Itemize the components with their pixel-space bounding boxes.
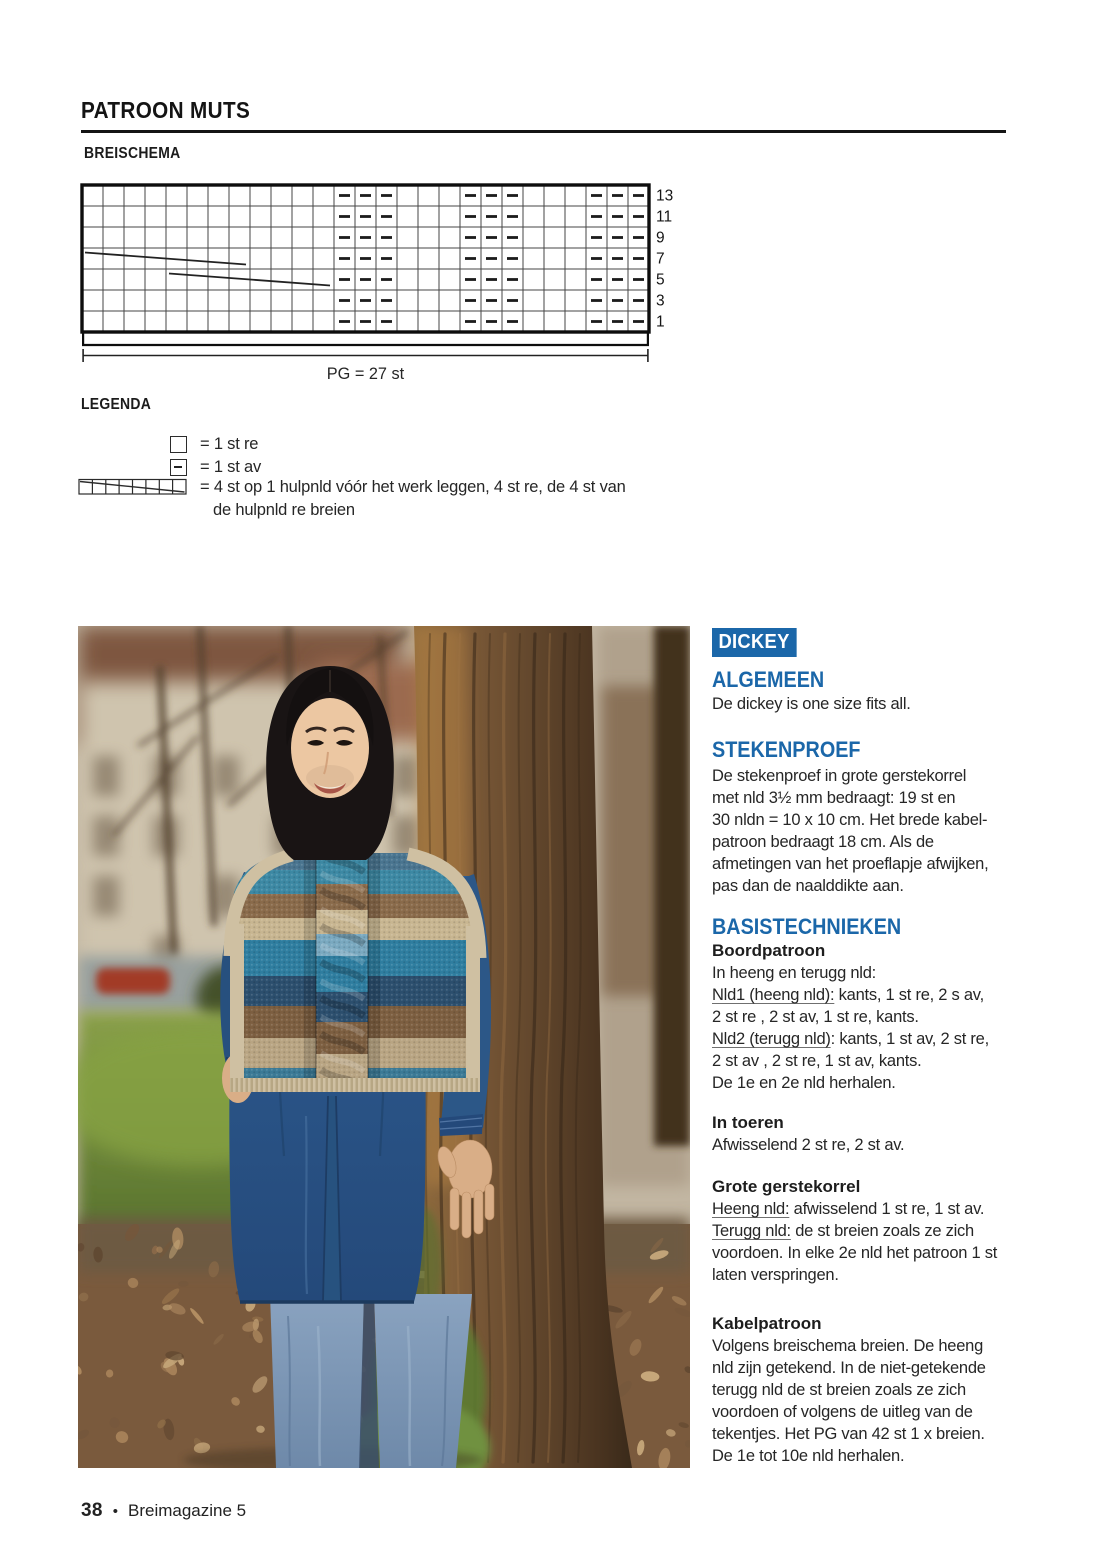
svg-text:13: 13 bbox=[656, 187, 674, 205]
kabelpatroon-line: terugg nld de st breien zoals ze zich bbox=[712, 1381, 966, 1399]
purl-dash-icon bbox=[174, 466, 182, 468]
title-rule bbox=[81, 130, 1006, 133]
page-footer bbox=[81, 1500, 246, 1522]
kabelpatroon-line: De 1e tot 10e nld herhalen. bbox=[712, 1447, 905, 1465]
face bbox=[291, 698, 369, 798]
gerstekorrel-line: Heeng nld: afwisselend 1 st re, 1 st av. bbox=[712, 1200, 985, 1218]
knit-stitch-symbol bbox=[170, 436, 187, 453]
stekenproef-line: afmetingen van het proeflapje afwijken, bbox=[712, 855, 989, 873]
boordpatroon-line: Nld1 (heeng nld): kants, 1 st re, 2 s av, bbox=[712, 986, 984, 1004]
svg-text:7: 7 bbox=[656, 250, 665, 268]
subheading-in-toeren: In toeren bbox=[712, 1113, 784, 1132]
svg-text:11: 11 bbox=[656, 208, 673, 226]
red-car bbox=[96, 968, 170, 994]
boordpatroon-line: Nld2 (terugg nld): kants, 1 st av, 2 st re, bbox=[712, 1030, 989, 1048]
kabelpatroon-line: tekentjes. Het PG van 42 st 1 x breien. bbox=[712, 1425, 985, 1443]
subheading-boordpatroon: Boordpatroon bbox=[712, 941, 826, 960]
subheading-grote-gerstekorrel: Grote gerstekorrel bbox=[712, 1177, 861, 1196]
heading-basistechnieken: BASISTECHNIEKEN bbox=[712, 914, 902, 939]
footer-bullet: • bbox=[112, 1503, 118, 1520]
kabelpatroon-line: Volgens breischema breien. De heeng bbox=[712, 1337, 984, 1355]
boordpatroon-line: In heeng en terugg nld: bbox=[712, 964, 876, 982]
svg-text:5: 5 bbox=[656, 271, 665, 289]
gerstekorrel-line: voordoen. In elke 2e nld het patroon 1 st bbox=[712, 1244, 998, 1262]
kabelpatroon-line: voordoen of volgens de uitleg van de bbox=[712, 1403, 973, 1421]
legend-cable-label-line2: de hulpnld re breien bbox=[213, 501, 355, 519]
boordpatroon-line: 2 st av , 2 st re, 1 st av, kants. bbox=[712, 1052, 922, 1070]
stekenproef-line: De stekenproef in grote gerstekorrel bbox=[712, 767, 967, 785]
magazine-name: Breimagazine 5 bbox=[128, 1501, 247, 1520]
legend-knit-label: = 1 st re bbox=[200, 435, 259, 453]
boordpatroon-line: De 1e en 2e nld herhalen. bbox=[712, 1074, 896, 1092]
stekenproef-line: patroon bedraagt 18 cm. Als de bbox=[712, 833, 934, 851]
svg-text:9: 9 bbox=[656, 229, 665, 247]
edge-tree bbox=[654, 626, 690, 1146]
gerstekorrel-line: Terugg nld: de st breien zoals ze zich bbox=[712, 1222, 974, 1240]
legend-purl-label: = 1 st av bbox=[200, 458, 262, 476]
cable-symbol bbox=[78, 478, 188, 496]
boordpatroon-line: 2 st re , 2 st av, 1 st re, kants. bbox=[712, 1008, 919, 1026]
photo-model-with-dickey bbox=[78, 626, 690, 1468]
purl-stitch-symbol bbox=[170, 459, 187, 476]
section-badge: DICKEY bbox=[712, 628, 797, 657]
legend-cable-label-line1: = 4 st op 1 hulpnld vóór het werk leggen, 4 st re, de 4 st van bbox=[200, 478, 626, 496]
pattern-repeat-label: PG = 27 st bbox=[326, 365, 405, 383]
knitting-chart-svg bbox=[79, 182, 694, 391]
page-number: 38 bbox=[81, 1500, 103, 1521]
svg-text:1: 1 bbox=[656, 313, 665, 331]
subheading-kabelpatroon: Kabelpatroon bbox=[712, 1314, 822, 1333]
in-toeren-line: Afwisselend 2 st re, 2 st av. bbox=[712, 1136, 905, 1154]
knitting-chart bbox=[79, 182, 694, 396]
page-title: PATROON MUTS bbox=[81, 97, 251, 123]
knitted-dickey bbox=[228, 844, 482, 1107]
legend-heading: LEGENDA bbox=[81, 396, 152, 413]
algemeen-text: De dickey is one size fits all. bbox=[712, 695, 911, 713]
chart-heading: BREISCHEMA bbox=[84, 145, 181, 162]
heading-algemeen: ALGEMEEN bbox=[712, 667, 825, 692]
stekenproef-line: 30 nldn = 10 x 10 cm. Het brede kabel- bbox=[712, 811, 988, 829]
gerstekorrel-line: laten verspringen. bbox=[712, 1266, 839, 1284]
stekenproef-line: met nld 3½ mm bedraagt: 19 st en bbox=[712, 789, 956, 807]
heading-stekenproef: STEKENPROEF bbox=[712, 737, 861, 762]
kabelpatroon-line: nld zijn getekend. In de niet-getekende bbox=[712, 1359, 986, 1377]
stekenproef-line: pas dan de naalddikte aan. bbox=[712, 877, 904, 895]
svg-text:3: 3 bbox=[656, 292, 665, 310]
jeans bbox=[270, 1294, 472, 1468]
article-column bbox=[712, 628, 1042, 1467]
